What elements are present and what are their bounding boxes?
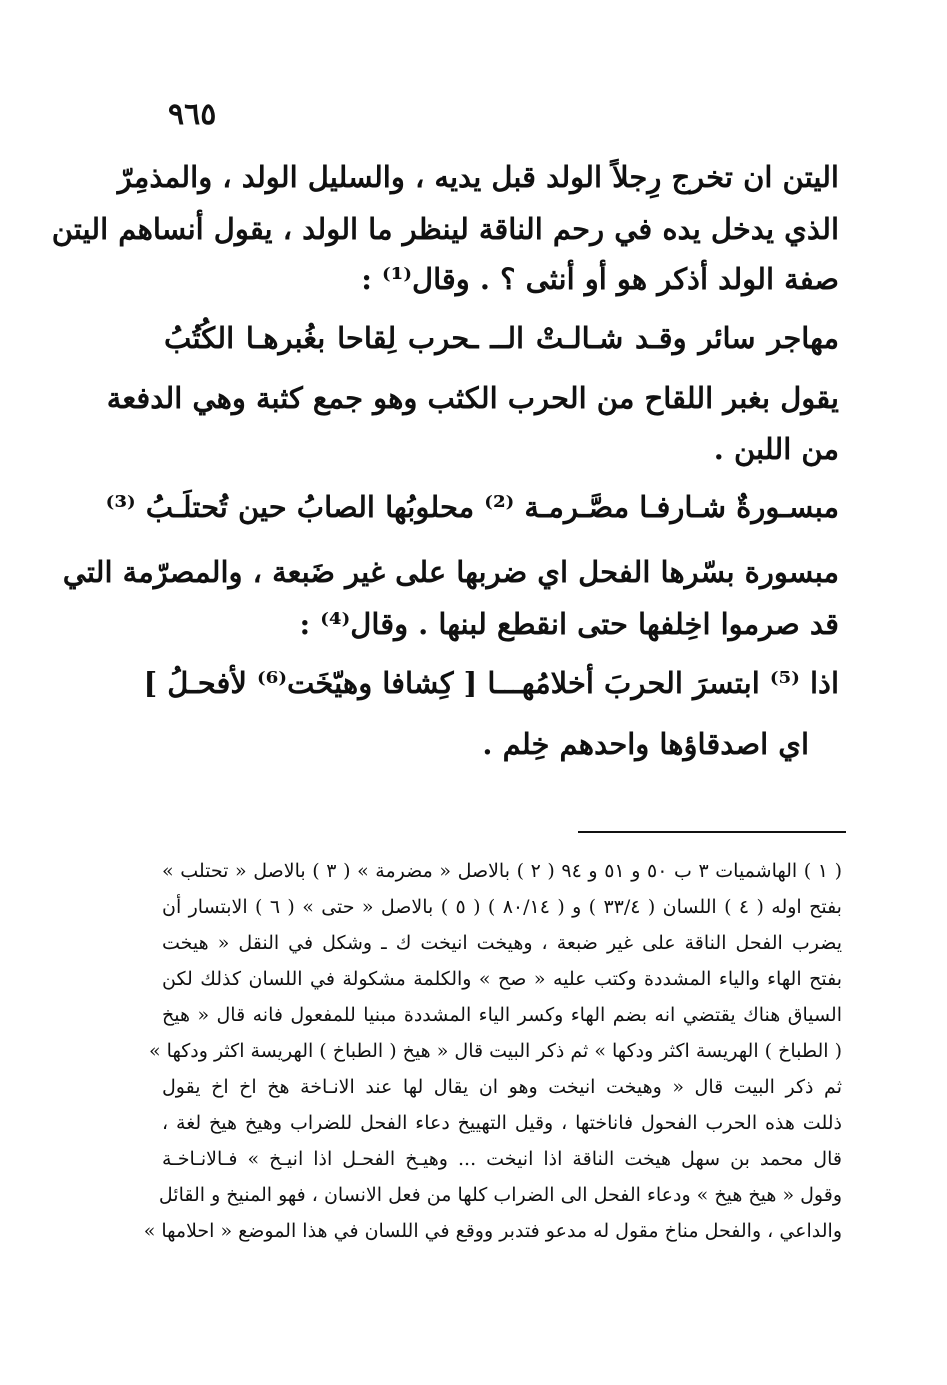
page-number: ٩٦٥: [168, 97, 217, 132]
body-line-4: يقول بغبر اللقاح من الحرب الكثب وهو جمع كثبة وهي الدفعة: [106, 381, 839, 415]
body-line-1: اليتن ان تخرج رِجلاً الولد قبل يديه ، والسليل الولد ، والمذمِرّ: [117, 160, 839, 194]
footnote-line-1: ( ١ ) الهاشميات ٣ ب ٥٠ و ٥١ و ٩٤ ( ٢ ) بالاصل « مضرمة » ( ٣ ) بالاصل « تحتلب »: [162, 860, 843, 882]
body-line-7: قد صرموا اخِلفها حتى انقطع لبنها . وقال⁽⁴⁾ :: [299, 607, 839, 641]
footnote-line-10: وقول « هيخ هيخ » ودعاء الفحل الى الضراب كلها من فعل الانسان ، فهو المنيخ و القائل: [158, 1184, 842, 1206]
footnote-line-2: بفتح اوله ( ٤ ) اللسان ( ٣٣/٤ ) و ( ٨٠/١٤ ) ( ٥ ) بالاصل « حتى » ( ٦ ) الابتسار أن: [162, 896, 842, 918]
footnote-line-9: قال محمد بن سهل هيخت الناقة اذا انيخت ... وهيـخ الفحـل اذا انيـخ » فـالانـاخـة: [162, 1148, 842, 1170]
verse-line-2: مبسـورةٌ شـارفـا مصَّـرمـة ⁽²⁾ محلوبُها الصابُ حين تُحتلَـبُ ⁽³⁾: [105, 490, 839, 524]
body-line-8: اي اصدقاؤها واحدهم خِلم .: [482, 727, 809, 761]
body-line-3: صفة الولد أذكر هو أو أنثى ؟ . وقال⁽¹⁾ :: [361, 262, 839, 296]
footnote-line-11: والداعي ، والفحل مناخ مقول له مدعو فتدبر ووقع في اللسان في هذا الموضع « احلامها »: [143, 1220, 842, 1242]
footnote-line-8: ذللت هذه الحرب الفحول فاناختها ، وقيل التهييخ دعاء الفحل للضراب وهيخ هيخ لغة ،: [162, 1112, 842, 1134]
footnote-separator: [578, 831, 846, 833]
verse-line-1: مهاجر سائر وقـد شـالـتْ الــ ـحرب لِقاحا بغُبرهـا الكُتُبُ: [164, 321, 839, 355]
footnote-line-4: بفتح الهاء والياء المشددة وكتب عليه « صح » والكلمة مشكولة في اللسان كذلك لكن: [162, 968, 842, 990]
body-line-2: الذي يدخل يده في رحم الناقة لينظر ما الولد ، يقول أنساهم اليتن: [51, 212, 839, 246]
footnote-line-7: ثم ذكر البيت قال « وهيخت انيخت وهو ان يقال لها عند الانـاخة هخ اخ اخ يقول: [162, 1076, 842, 1098]
body-line-5: من اللبن .: [713, 432, 839, 466]
verse-line-3: اذا ⁽⁵⁾ ابتسرَ الحربَ أخلامُهـــا [ كِشافا وهيّخَت⁽⁶⁾ لأفحـلُ ]: [143, 666, 839, 700]
footnote-line-6: ( الطباخ ) الهريسة اكثر ودكها » ثم ذكر البيت قال « هيخ ( الطباخ ) الهريسة اكثر ودكها »: [149, 1040, 842, 1062]
footnote-line-3: يضرب الفحل الناقة على غير ضبعة ، وهيخت انيخت ك ـ وشكل في النقل « هيخت: [162, 932, 842, 954]
body-line-6: مبسورة بسّرها الفحل اي ضربها على غير ضَبعة ، والمصرّمة التي: [62, 555, 839, 589]
footnote-line-5: السياق هناك يقتضي انه بضم الهاء وكسر الياء المشددة مبنيا للمفعول فانه قال « هيخ: [162, 1004, 842, 1026]
